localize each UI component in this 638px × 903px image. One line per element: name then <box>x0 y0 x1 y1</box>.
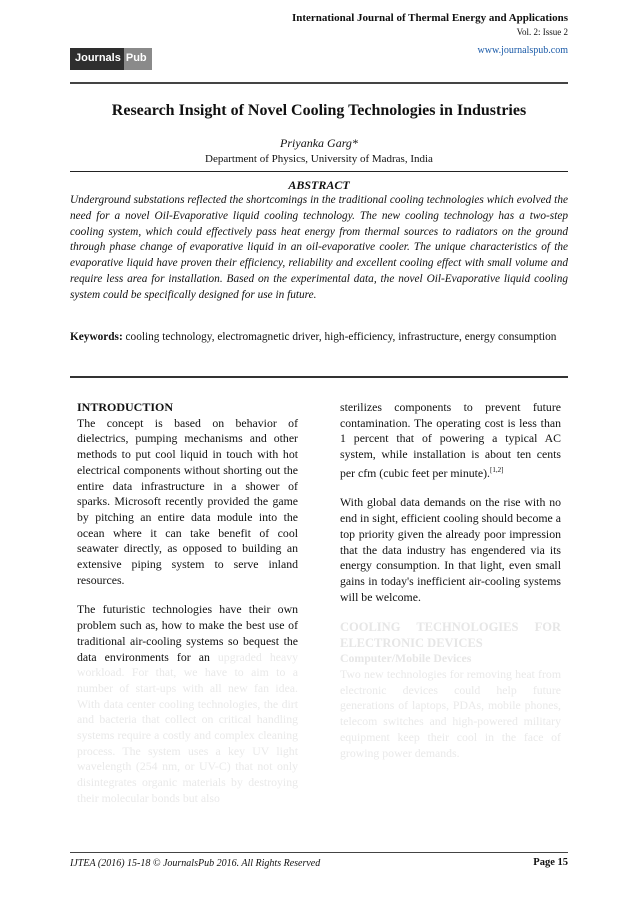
footer-divider <box>70 852 568 853</box>
citation-ref: [1,2] <box>490 465 504 474</box>
journalspub-logo <box>70 48 147 70</box>
abstract-text: Underground substations reflected the shortcomings in the traditional cooling technologies which evolved the need for a novel Oil-Evaporative liquid cooling technology. The new cooling technology has a two-step cooling system, which could effectively pass heat energy from thermal sources to radiators on the ground through phase change of evaporative liquid in an oil-evaporative cooler. The unique characteristics of the evaporative liquid have proven their efficiency, reliability and excellent cooling effect with small volume and require less area for installation. Based on the experimental data, the novel Oil-Evaporative liquid cooling system could be specifically designed for use in future. <box>70 194 568 301</box>
keywords-label: Keywords: <box>70 331 123 343</box>
abstract-divider <box>70 171 568 172</box>
intro-paragraph-2-faded: upgraded heavy workload. For that, we have to aim to a number of start-ups with all new fan idea. With data center cooling technologies, the dirt and bacteria that collect on critical handling systems require a costly and complex cleaning process. The system uses a key UV light wavelength (254 nm, or UV-C) that not only disintegrates organic materials by destroying their molecular bonds but also <box>77 649 298 805</box>
keywords-text: cooling technology, electromagnetic driver, high-efficiency, infrastructure, energy consumption <box>125 331 557 343</box>
right-paragraph-2: With global data demands on the rise with no end in sight, efficient cooling should become a top priority given the already poor impression that the data industry has engendered via its energy consumption. In that light, even small gains in today's inefficient air-cooling systems will be welcome. <box>340 495 561 604</box>
footer-citation: IJTEA (2016) 15-18 © JournalsPub 2016. All Rights Reserved <box>70 858 321 869</box>
logo-text-pub: Pub <box>124 48 152 70</box>
header-divider <box>70 82 568 84</box>
left-column <box>77 400 298 821</box>
intro-paragraph-1: The concept is based on behavior of dielectrics, pumping mechanisms and other methods to put cool liquid in touch with hot electrical components without shorting out the entire data infrastructure in a shower of sparks. Microsoft recently provided the game by pitching an entire data module into the ocean where it can take benefit of cool seawater directly, as opposed to building an extensive piping system to serve inland resources. <box>77 415 298 587</box>
right-column <box>340 400 561 775</box>
section-heading-cooling-technologies: COOLING TECHNOLOGIES FOR ELECTRONIC DEVICES <box>340 620 561 651</box>
keywords <box>70 330 568 346</box>
intro-paragraph-2 <box>77 602 298 806</box>
paper-title: Research Insight of Novel Cooling Technologies in Industries <box>111 102 527 119</box>
journal-name: International Journal of Thermal Energy and Applications <box>291 12 568 24</box>
journal-volume: Vol. 2: Issue 2 <box>516 27 568 37</box>
subheading-computer-mobile: Computer/Mobile Devices <box>340 651 472 666</box>
right-paragraph-1-text: sterilizes components to prevent future contamination. The operating cost is less than 1 percent that of powering a typical AC system, while installation is about ten cents per cfm (cubic feet per minute). <box>340 400 561 480</box>
page-number: Page 15 <box>533 857 568 868</box>
journal-url-link[interactable]: www.journalspub.com <box>477 45 568 56</box>
right-paragraph-1 <box>340 400 561 481</box>
abstract-heading: ABSTRACT <box>288 178 350 192</box>
faded-paragraph: Two new technologies for removing heat from electronic devices could help future generations of laptops, PDAs, mobile phones, telecom switches and high-powered military equipment keep their cool in the face of growing power demands. <box>340 667 561 760</box>
logo-text-journals: Journals <box>70 48 124 70</box>
keywords-divider <box>70 376 568 378</box>
author-affiliation: Department of Physics, University of Madras, India <box>205 153 433 165</box>
intro-paragraph-2-visible: The futuristic technologies have their own problem such as, how to make the best use of traditional air-cooling systems so bequest the data environments for an <box>77 602 298 664</box>
section-heading-introduction: INTRODUCTION <box>77 400 174 414</box>
author-name: Priyanka Garg* <box>280 136 358 150</box>
